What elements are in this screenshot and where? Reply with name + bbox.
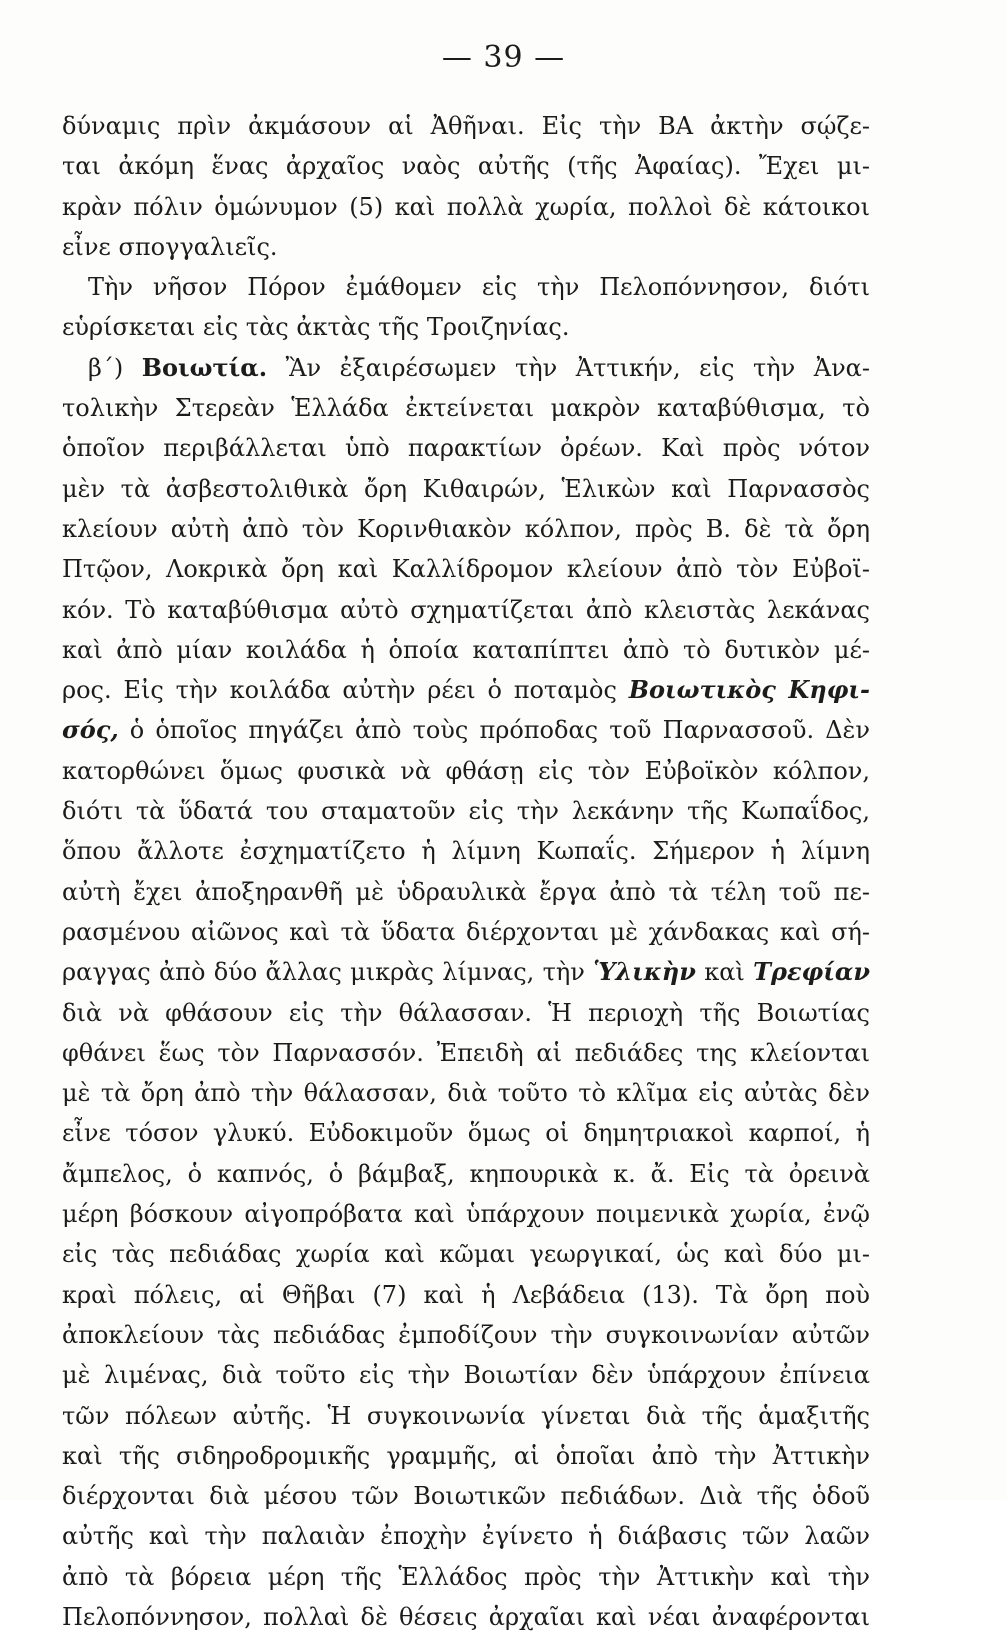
text-line: αὐτὴ ἔχει ἀποξηρανθῆ μὲ ὑδραυλικὰ ἔργα ἀπὸ τὰ τέλη τοῦ πε- xyxy=(62,877,870,906)
text-line: εἰς τὰς πεδιάδας χωρία καὶ κῶμαι γεωργικαί, ὡς καὶ δύο μι- xyxy=(62,1240,870,1269)
text-span: ραγγας ἀπὸ δύο ἄλλας μικρὰς λίμνας, τὴν xyxy=(62,958,594,987)
text-span: ρος. Εἰς τὴν κοιλάδα αὐτὴν ρέει ὁ ποταμὸς xyxy=(62,676,629,705)
text-line: διέρχονται διὰ μέσου τῶν Βοιωτικῶν πεδιάδων. Διὰ τῆς ὁδοῦ xyxy=(62,1482,870,1511)
bold-term: Ὑλικὴν xyxy=(593,957,696,987)
text-line: κατορθώνει ὅμως φυσικὰ νὰ φθάσῃ εἰς τὸν Εὐβοϊκὸν κόλπον, xyxy=(62,756,870,785)
text-line xyxy=(62,670,870,710)
text-line: διότι τὰ ὕδατά του σταματοῦν εἰς τὴν λεκάνην τῆς Κωπαΐδος, xyxy=(62,797,870,826)
text-span: Ἂν ἐξαιρέσωμεν τὴν Ἀττικήν, εἰς τὴν Ἀνα- xyxy=(267,353,870,382)
text-line: αὐτῆς καὶ τὴν παλαιὰν ἐποχὴν ἐγίνετο ἡ διάβασις τῶν λαῶν xyxy=(62,1522,870,1551)
text-line: εἶνε σπογγαλιεῖς. xyxy=(62,232,278,261)
text-line: καὶ τῆς σιδηροδρομικῆς γραμμῆς, αἱ ὁποῖαι ἀπὸ τὴν Ἀττικὴν xyxy=(62,1441,870,1470)
text-line: μέρη βόσκουν αἰγοπρόβατα καὶ ὑπάρχουν ποιμενικὰ χωρία, ἐνῷ xyxy=(62,1200,870,1229)
bold-term: σός, xyxy=(62,715,119,745)
text-line: ται ἀκόμη ἕνας ἀρχαῖος ναὸς αὐτῆς (τῆς Ἀφαίας). Ἔχει μι- xyxy=(62,152,870,181)
text-line: εὑρίσκεται εἰς τὰς ἀκτὰς τῆς Τροιζηνίας. xyxy=(62,313,570,342)
text-span: καὶ xyxy=(695,958,754,987)
text-line: ὁποῖον περιβάλλεται ὑπὸ παρακτίων ὀρέων. Καὶ πρὸς νότον xyxy=(62,434,870,463)
text-line: διὰ νὰ φθάσουν εἰς τὴν θάλασσαν. Ἡ περιοχὴ τῆς Βοιωτίας xyxy=(62,998,870,1027)
text-line: μὲν τὰ ἀσβεστολιθικὰ ὄρη Κιθαιρών, Ἑλικὼν καὶ Παρνασσὸς xyxy=(62,474,870,503)
text-line: κόν. Τὸ καταβύθισμα αὐτὸ σχηματίζεται ἀπὸ κλειστὰς λεκάνας xyxy=(62,595,870,624)
text-span: β΄) xyxy=(88,353,142,382)
text-line: τολικὴν Στερεὰν Ἑλλάδα ἐκτείνεται μακρὸν καταβύθισμα, τὸ xyxy=(62,394,870,423)
text-line: τῶν πόλεων αὐτῆς. Ἡ συγκοινωνία γίνεται διὰ τῆς ἁμαξιτῆς xyxy=(62,1401,870,1430)
text-line: εἶνε τόσον γλυκύ. Εὐδοκιμοῦν ὅμως οἱ δημητριακοὶ καρποί, ἡ xyxy=(62,1119,870,1148)
text-line: Πτῷον, Λοκρικὰ ὄρη καὶ Καλλίδρομον κλείουν ἀπὸ τὸν Εὐβοϊ- xyxy=(62,555,870,584)
text-line: Τὴν νῆσον Πόρον ἐμάθομεν εἰς τὴν Πελοπόννησον, διότι xyxy=(88,273,870,302)
text-line: δύναμις πρὶν ἀκμάσουν αἱ Ἀθῆναι. Εἰς τὴν ΒΑ ἀκτὴν σῴζε- xyxy=(62,112,870,140)
text-line xyxy=(62,348,870,388)
text-line: ρασμένου αἰῶνος καὶ τὰ ὕδατα διέρχονται μὲ χάνδακας καὶ σή- xyxy=(62,917,870,946)
text-line: κρὰν πόλιν ὁμώνυμον (5) καὶ πολλὰ χωρία, πολλοὶ δὲ κάτοικοι xyxy=(62,192,870,221)
text-span: ὁ ὁποῖος πηγάζει ἀπὸ τοὺς πρόποδας τοῦ Παρνασσοῦ. Δὲν xyxy=(118,716,870,745)
text-line: μὲ λιμένας, διὰ τοῦτο εἰς τὴν Βοιωτίαν δὲν ὑπάρχουν ἐπίνεια xyxy=(62,1361,870,1390)
body-text xyxy=(62,106,870,1637)
text-line: μὲ τὰ ὄρη ἀπὸ τὴν θάλασσαν, διὰ τοῦτο τὸ κλῖμα εἰς αὐτὰς δὲν xyxy=(62,1079,870,1108)
text-line: κλείουν αὐτὴ ἀπὸ τὸν Κορινθιακὸν κόλπον, πρὸς Β. δὲ τὰ ὄρη xyxy=(62,514,870,543)
bold-term: Βοιωτικὸς Κηφι- xyxy=(628,675,870,705)
text-line: Πελοπόννησον, πολλαὶ δὲ θέσεις ἀρχαῖαι καὶ νέαι ἀναφέρονται xyxy=(62,1602,870,1631)
text-line: ἀποκλείουν τὰς πεδιάδας ἐμποδίζουν τὴν συγκοινωνίαν αὐτῶν xyxy=(62,1320,870,1349)
text-line: καὶ ἀπὸ μίαν κοιλάδα ἡ ὁποία καταπίπτει ἀπὸ τὸ δυτικὸν μέ- xyxy=(62,635,870,664)
text-line: φθάνει ἕως τὸν Παρνασσόν. Ἐπειδὴ αἱ πεδιάδες της κλείονται xyxy=(62,1038,870,1067)
text-line xyxy=(62,710,870,750)
text-line xyxy=(62,952,870,992)
text-line: ἀπὸ τὰ βόρεια μέρη τῆς Ἑλλάδος πρὸς τὴν Ἀττικὴν καὶ τὴν xyxy=(62,1562,870,1591)
bold-term: Βοιωτία. xyxy=(141,352,268,382)
text-line: κραὶ πόλεις, αἱ Θῆβαι (7) καὶ ἡ Λεβάδεια (13). Τὰ ὄρη ποὺ xyxy=(62,1280,870,1309)
text-line: ὅπου ἄλλοτε ἐσχηματίζετο ἡ λίμνη Κωπαΐς. Σήμερον ἡ λίμνη xyxy=(62,837,870,866)
page-number: — 39 — xyxy=(441,40,566,75)
text-line: ἄμπελος, ὁ καπνός, ὁ βάμβαξ, κηπουρικὰ κ. ἄ. Εἰς τὰ ὀρεινὰ xyxy=(62,1159,870,1188)
bold-term: Τρεφίαν xyxy=(753,957,870,987)
